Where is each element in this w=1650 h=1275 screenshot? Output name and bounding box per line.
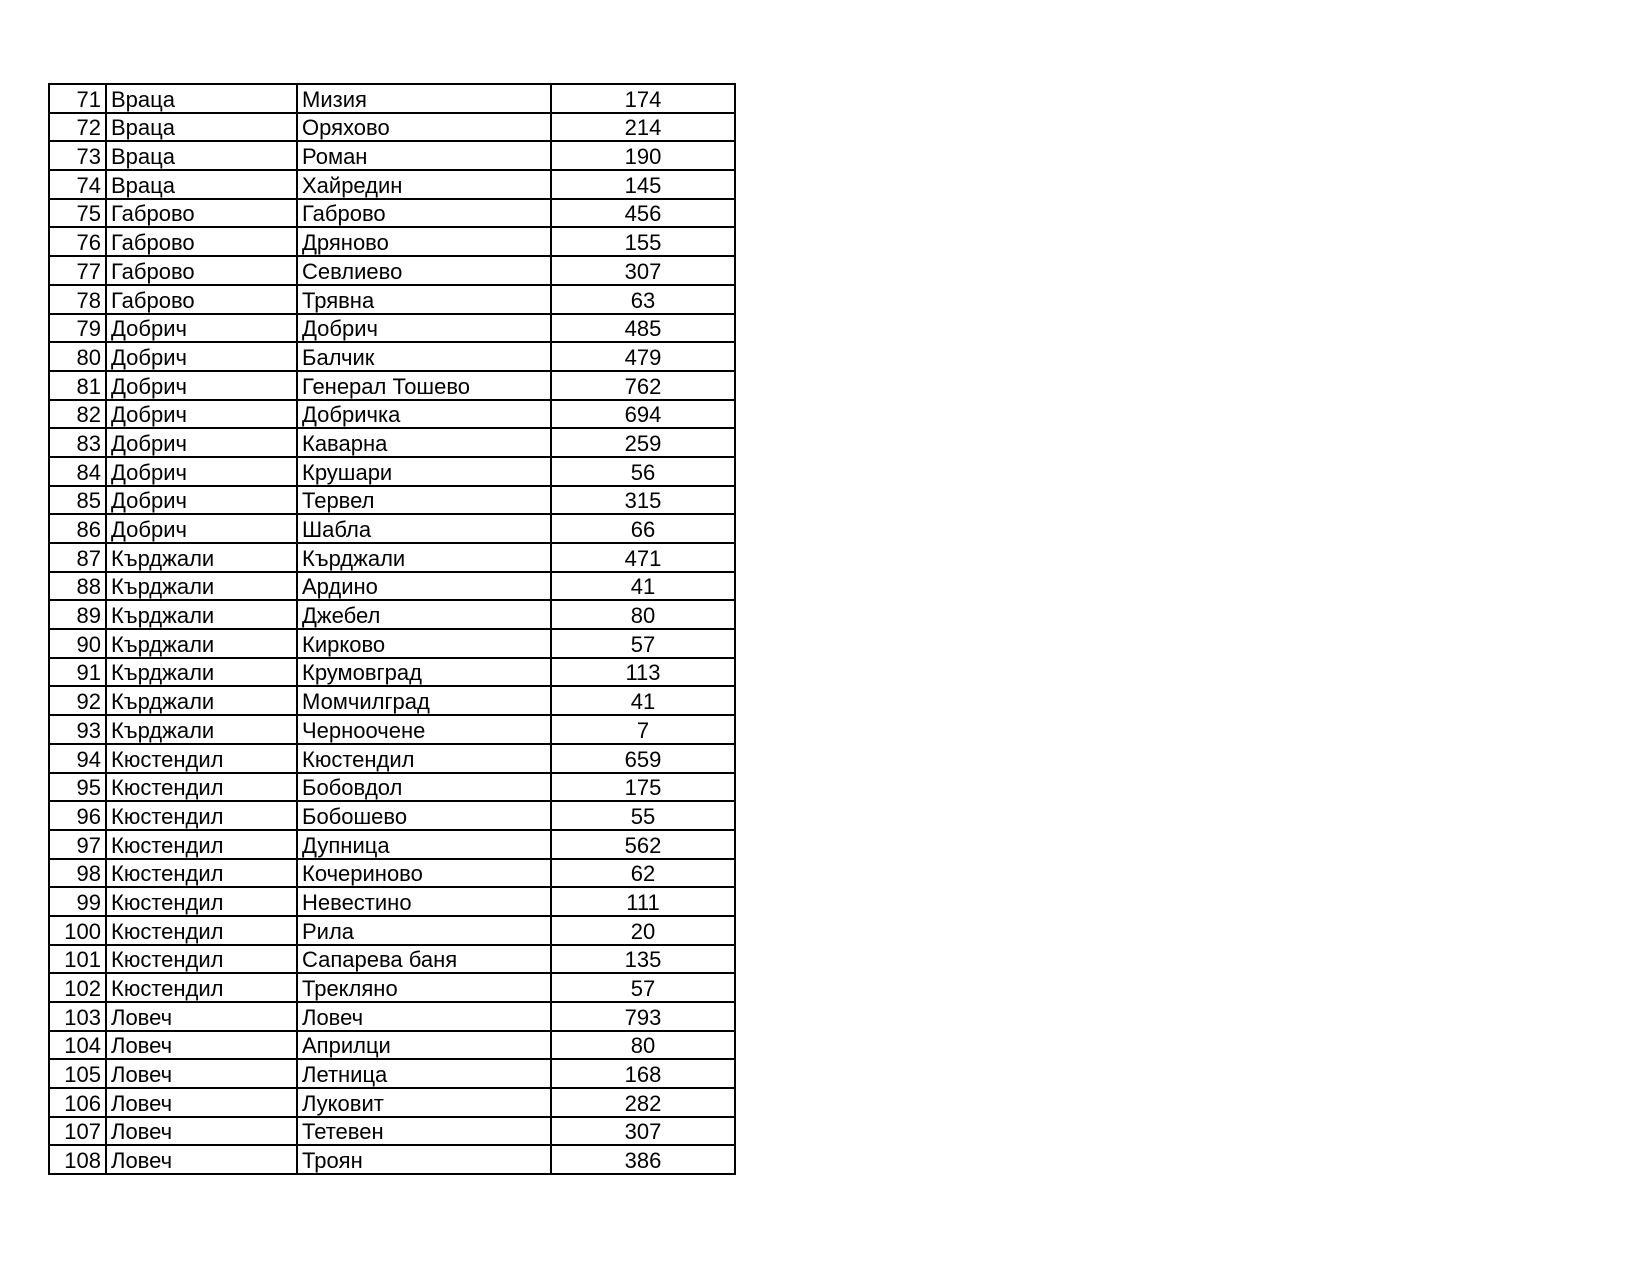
table-row: [49, 428, 735, 457]
municipality-cell: Балчик: [297, 342, 551, 371]
table-row: [49, 314, 735, 343]
municipality-cell: Дряново: [297, 227, 551, 256]
row-number-cell: 108: [49, 1145, 106, 1174]
value-cell: 62: [551, 859, 735, 888]
region-cell: Враца: [106, 113, 297, 142]
value-cell: 135: [551, 945, 735, 974]
value-cell: 214: [551, 113, 735, 142]
value-cell: 479: [551, 342, 735, 371]
table-row: [49, 170, 735, 199]
table-row: [49, 141, 735, 170]
municipality-cell: Трявна: [297, 285, 551, 314]
municipality-cell: Бобошево: [297, 801, 551, 830]
table-row: [49, 1145, 735, 1174]
row-number-cell: 97: [49, 830, 106, 859]
municipality-cell: Момчилград: [297, 686, 551, 715]
row-number-cell: 87: [49, 543, 106, 572]
region-cell: Добрич: [106, 486, 297, 515]
table-row: [49, 715, 735, 744]
value-cell: 694: [551, 400, 735, 429]
value-cell: 456: [551, 199, 735, 228]
region-cell: Добрич: [106, 457, 297, 486]
region-cell: Кюстендил: [106, 773, 297, 802]
value-cell: 307: [551, 1117, 735, 1146]
region-cell: Ловеч: [106, 1002, 297, 1031]
region-cell: Кюстендил: [106, 973, 297, 1002]
region-cell: Добрич: [106, 342, 297, 371]
row-number-cell: 84: [49, 457, 106, 486]
region-cell: Ловеч: [106, 1059, 297, 1088]
table-row: [49, 84, 735, 113]
table-row: [49, 801, 735, 830]
municipality-cell: Кърджали: [297, 543, 551, 572]
value-cell: 471: [551, 543, 735, 572]
table-row: [49, 916, 735, 945]
value-cell: 56: [551, 457, 735, 486]
value-cell: 307: [551, 256, 735, 285]
row-number-cell: 76: [49, 227, 106, 256]
row-number-cell: 75: [49, 199, 106, 228]
row-number-cell: 80: [49, 342, 106, 371]
value-cell: 485: [551, 314, 735, 343]
region-cell: Кърджали: [106, 658, 297, 687]
municipality-cell: Габрово: [297, 199, 551, 228]
municipality-cell: Кирково: [297, 629, 551, 658]
region-cell: Кърджали: [106, 600, 297, 629]
table-row: [49, 1117, 735, 1146]
table-row: [49, 572, 735, 601]
row-number-cell: 77: [49, 256, 106, 285]
table-row: [49, 830, 735, 859]
row-number-cell: 85: [49, 486, 106, 515]
row-number-cell: 102: [49, 973, 106, 1002]
table-row: [49, 486, 735, 515]
region-cell: Ловеч: [106, 1031, 297, 1060]
region-cell: Кюстендил: [106, 830, 297, 859]
municipality-cell: Летница: [297, 1059, 551, 1088]
value-cell: 41: [551, 686, 735, 715]
value-cell: 386: [551, 1145, 735, 1174]
municipality-cell: Добрич: [297, 314, 551, 343]
row-number-cell: 105: [49, 1059, 106, 1088]
table-row: [49, 973, 735, 1002]
table-row: [49, 400, 735, 429]
region-cell: Враца: [106, 141, 297, 170]
value-cell: 145: [551, 170, 735, 199]
value-cell: 57: [551, 973, 735, 1002]
row-number-cell: 95: [49, 773, 106, 802]
municipality-cell: Сапарева баня: [297, 945, 551, 974]
municipality-cell: Ардино: [297, 572, 551, 601]
value-cell: 168: [551, 1059, 735, 1088]
value-cell: 55: [551, 801, 735, 830]
row-number-cell: 79: [49, 314, 106, 343]
row-number-cell: 104: [49, 1031, 106, 1060]
table-body: [49, 84, 735, 1174]
region-cell: Кюстендил: [106, 859, 297, 888]
value-cell: 111: [551, 887, 735, 916]
region-cell: Добрич: [106, 400, 297, 429]
value-cell: 57: [551, 629, 735, 658]
row-number-cell: 92: [49, 686, 106, 715]
table-row: [49, 658, 735, 687]
table-row: [49, 199, 735, 228]
row-number-cell: 90: [49, 629, 106, 658]
municipality-cell: Луковит: [297, 1088, 551, 1117]
value-cell: 7: [551, 715, 735, 744]
row-number-cell: 96: [49, 801, 106, 830]
data-table: [48, 83, 736, 1175]
region-cell: Кърджали: [106, 686, 297, 715]
table-row: [49, 342, 735, 371]
value-cell: 659: [551, 744, 735, 773]
region-cell: Кюстендил: [106, 744, 297, 773]
table-row: [49, 543, 735, 572]
municipality-cell: Роман: [297, 141, 551, 170]
municipality-cell: Севлиево: [297, 256, 551, 285]
municipality-cell: Рила: [297, 916, 551, 945]
region-cell: Кюстендил: [106, 887, 297, 916]
table-row: [49, 1059, 735, 1088]
region-cell: Добрич: [106, 428, 297, 457]
value-cell: 41: [551, 572, 735, 601]
row-number-cell: 98: [49, 859, 106, 888]
row-number-cell: 89: [49, 600, 106, 629]
value-cell: 174: [551, 84, 735, 113]
row-number-cell: 83: [49, 428, 106, 457]
region-cell: Кюстендил: [106, 801, 297, 830]
region-cell: Ловеч: [106, 1145, 297, 1174]
table-row: [49, 686, 735, 715]
row-number-cell: 93: [49, 715, 106, 744]
municipality-cell: Черноочене: [297, 715, 551, 744]
row-number-cell: 74: [49, 170, 106, 199]
region-cell: Габрово: [106, 199, 297, 228]
municipality-cell: Тетевен: [297, 1117, 551, 1146]
value-cell: 63: [551, 285, 735, 314]
row-number-cell: 94: [49, 744, 106, 773]
region-cell: Ловеч: [106, 1088, 297, 1117]
table-row: [49, 945, 735, 974]
value-cell: 762: [551, 371, 735, 400]
row-number-cell: 103: [49, 1002, 106, 1031]
value-cell: 190: [551, 141, 735, 170]
value-cell: 259: [551, 428, 735, 457]
row-number-cell: 107: [49, 1117, 106, 1146]
value-cell: 66: [551, 514, 735, 543]
value-cell: 20: [551, 916, 735, 945]
value-cell: 113: [551, 658, 735, 687]
municipality-cell: Крушари: [297, 457, 551, 486]
table-row: [49, 744, 735, 773]
row-number-cell: 73: [49, 141, 106, 170]
row-number-cell: 88: [49, 572, 106, 601]
value-cell: 155: [551, 227, 735, 256]
municipality-cell: Шабла: [297, 514, 551, 543]
table-row: [49, 887, 735, 916]
municipality-cell: Дупница: [297, 830, 551, 859]
value-cell: 793: [551, 1002, 735, 1031]
table-row: [49, 227, 735, 256]
municipality-cell: Оряхово: [297, 113, 551, 142]
row-number-cell: 86: [49, 514, 106, 543]
value-cell: 315: [551, 486, 735, 515]
table-row: [49, 600, 735, 629]
municipality-cell: Невестино: [297, 887, 551, 916]
row-number-cell: 101: [49, 945, 106, 974]
region-cell: Габрово: [106, 256, 297, 285]
region-cell: Враца: [106, 84, 297, 113]
row-number-cell: 71: [49, 84, 106, 113]
row-number-cell: 91: [49, 658, 106, 687]
municipality-cell: Кочериново: [297, 859, 551, 888]
region-cell: Габрово: [106, 227, 297, 256]
row-number-cell: 100: [49, 916, 106, 945]
table-row: [49, 371, 735, 400]
municipality-cell: Мизия: [297, 84, 551, 113]
municipality-cell: Трекляно: [297, 973, 551, 1002]
table-row: [49, 773, 735, 802]
region-cell: Кюстендил: [106, 945, 297, 974]
municipality-cell: Троян: [297, 1145, 551, 1174]
table-row: [49, 256, 735, 285]
region-cell: Кърджали: [106, 572, 297, 601]
region-cell: Габрово: [106, 285, 297, 314]
municipality-cell: Каварна: [297, 428, 551, 457]
table-row: [49, 859, 735, 888]
value-cell: 175: [551, 773, 735, 802]
region-cell: Кърджали: [106, 715, 297, 744]
row-number-cell: 81: [49, 371, 106, 400]
municipality-cell: Априлци: [297, 1031, 551, 1060]
table-row: [49, 1088, 735, 1117]
region-cell: Ловеч: [106, 1117, 297, 1146]
table-row: [49, 1002, 735, 1031]
row-number-cell: 106: [49, 1088, 106, 1117]
row-number-cell: 82: [49, 400, 106, 429]
row-number-cell: 99: [49, 887, 106, 916]
region-cell: Добрич: [106, 371, 297, 400]
municipality-cell: Добричка: [297, 400, 551, 429]
region-cell: Кърджали: [106, 543, 297, 572]
municipality-cell: Джебел: [297, 600, 551, 629]
municipality-cell: Генерал Тошево: [297, 371, 551, 400]
municipality-cell: Кюстендил: [297, 744, 551, 773]
table-row: [49, 629, 735, 658]
value-cell: 80: [551, 1031, 735, 1060]
table-row: [49, 285, 735, 314]
municipality-cell: Крумовград: [297, 658, 551, 687]
value-cell: 562: [551, 830, 735, 859]
region-cell: Враца: [106, 170, 297, 199]
table-row: [49, 113, 735, 142]
region-cell: Кърджали: [106, 629, 297, 658]
table-row: [49, 457, 735, 486]
row-number-cell: 72: [49, 113, 106, 142]
municipality-cell: Тервел: [297, 486, 551, 515]
municipality-cell: Ловеч: [297, 1002, 551, 1031]
region-cell: Добрич: [106, 514, 297, 543]
row-number-cell: 78: [49, 285, 106, 314]
municipality-cell: Бобовдол: [297, 773, 551, 802]
municipality-cell: Хайредин: [297, 170, 551, 199]
value-cell: 80: [551, 600, 735, 629]
table-row: [49, 1031, 735, 1060]
region-cell: Кюстендил: [106, 916, 297, 945]
region-cell: Добрич: [106, 314, 297, 343]
value-cell: 282: [551, 1088, 735, 1117]
table-row: [49, 514, 735, 543]
